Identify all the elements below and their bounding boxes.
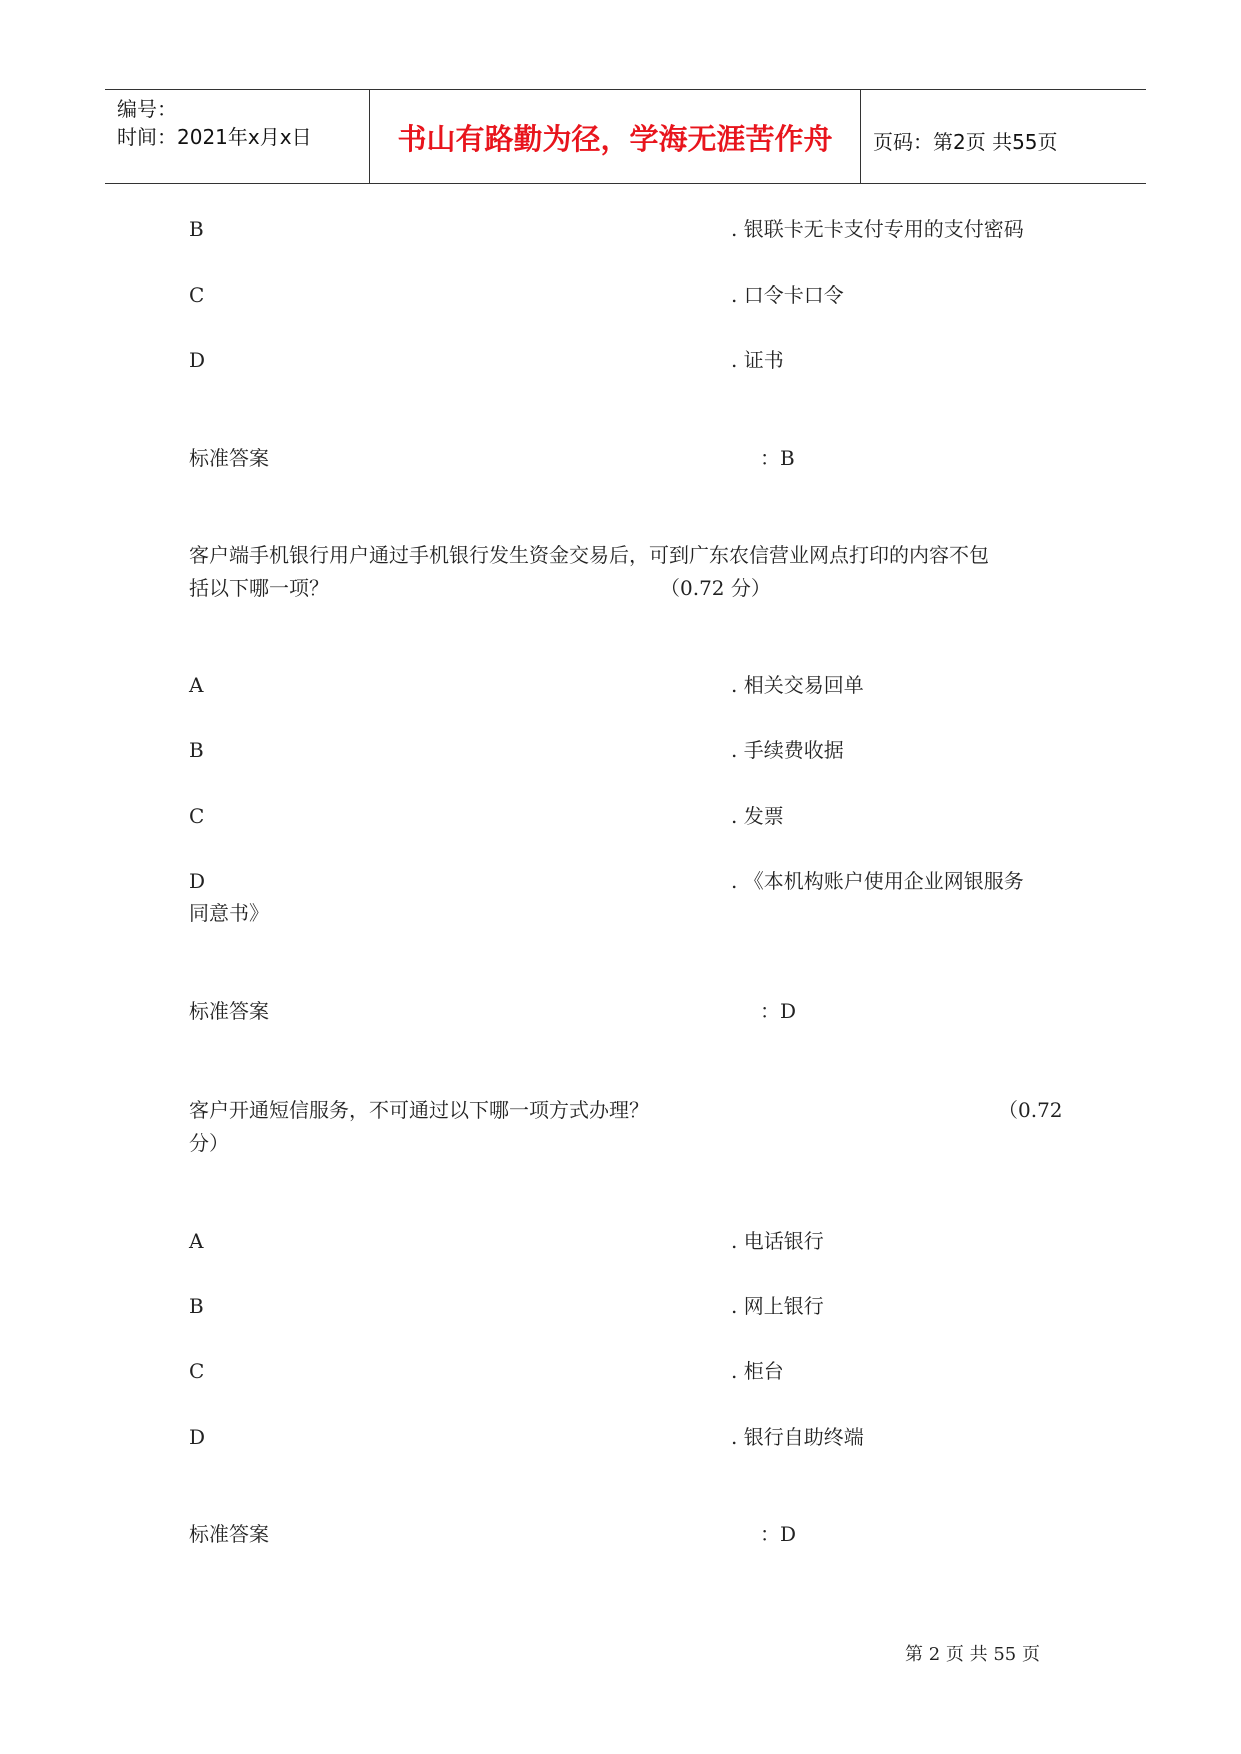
q3-score-part1: （0.72 bbox=[998, 1098, 1063, 1122]
q1-option-d-letter: D bbox=[189, 348, 206, 372]
q3-option-a-letter: A bbox=[189, 1229, 204, 1253]
header-top-rule bbox=[105, 89, 1146, 90]
header-number-label: 编号： bbox=[117, 97, 177, 121]
q1-answer-label: 标准答案 bbox=[189, 446, 269, 470]
q2-option-d-text: . 《本机构账户使用企业网银服务 bbox=[731, 869, 1024, 893]
q1-option-b-letter: B bbox=[189, 217, 204, 241]
q1-option-c-letter: C bbox=[189, 283, 205, 307]
q3-answer-label: 标准答案 bbox=[189, 1522, 269, 1546]
q3-answer-value: ：D bbox=[760, 1522, 797, 1546]
q2-question-line2: 括以下哪一项？ bbox=[189, 576, 329, 600]
q3-option-b-letter: B bbox=[189, 1294, 204, 1318]
q2-option-d-letter: D bbox=[189, 869, 206, 893]
q2-option-b-letter: B bbox=[189, 738, 204, 762]
q2-option-b-text: . 手续费收据 bbox=[731, 738, 844, 762]
q3-score-part2: 分） bbox=[189, 1131, 229, 1155]
q2-score: （0.72 分） bbox=[660, 576, 771, 600]
q2-question-line1: 客户端手机银行用户通过手机银行发生资金交易后，可到广东农信营业网点打印的内容不包 bbox=[189, 543, 989, 567]
q2-answer-label: 标准答案 bbox=[189, 999, 269, 1023]
header-bottom-rule bbox=[105, 183, 1146, 184]
q3-option-c-text: . 柜台 bbox=[731, 1359, 784, 1383]
q3-option-b-text: . 网上银行 bbox=[731, 1294, 824, 1318]
q1-option-d-text: . 证书 bbox=[731, 348, 784, 372]
header-time-label: 时间：2021年x月x日 bbox=[117, 125, 312, 149]
q2-answer-value: ：D bbox=[760, 999, 797, 1023]
q1-answer-value: ：B bbox=[760, 446, 795, 470]
q3-option-c-letter: C bbox=[189, 1359, 205, 1383]
header-page-label: 页码：第2页 共55页 bbox=[873, 130, 1058, 154]
q3-option-d-text: . 银行自助终端 bbox=[731, 1425, 864, 1449]
q3-option-a-text: . 电话银行 bbox=[731, 1229, 824, 1253]
q2-option-c-text: . 发票 bbox=[731, 804, 784, 828]
q3-question-line1: 客户开通短信服务，不可通过以下哪一项方式办理？ bbox=[189, 1098, 649, 1122]
header-divider-right bbox=[860, 90, 861, 183]
q1-option-c-text: . 口令卡口令 bbox=[731, 283, 844, 307]
q2-option-d-continuation: 同意书》 bbox=[189, 901, 269, 925]
header-motto: 书山有路勤为径，学海无涯苦作舟 bbox=[397, 122, 833, 156]
q1-option-b-text: . 银联卡无卡支付专用的支付密码 bbox=[731, 217, 1024, 241]
q2-option-c-letter: C bbox=[189, 804, 205, 828]
q2-option-a-text: . 相关交易回单 bbox=[731, 673, 864, 697]
q2-option-a-letter: A bbox=[189, 673, 204, 697]
q3-option-d-letter: D bbox=[189, 1425, 206, 1449]
page-footer: 第 2 页 共 55 页 bbox=[905, 1644, 1040, 1665]
